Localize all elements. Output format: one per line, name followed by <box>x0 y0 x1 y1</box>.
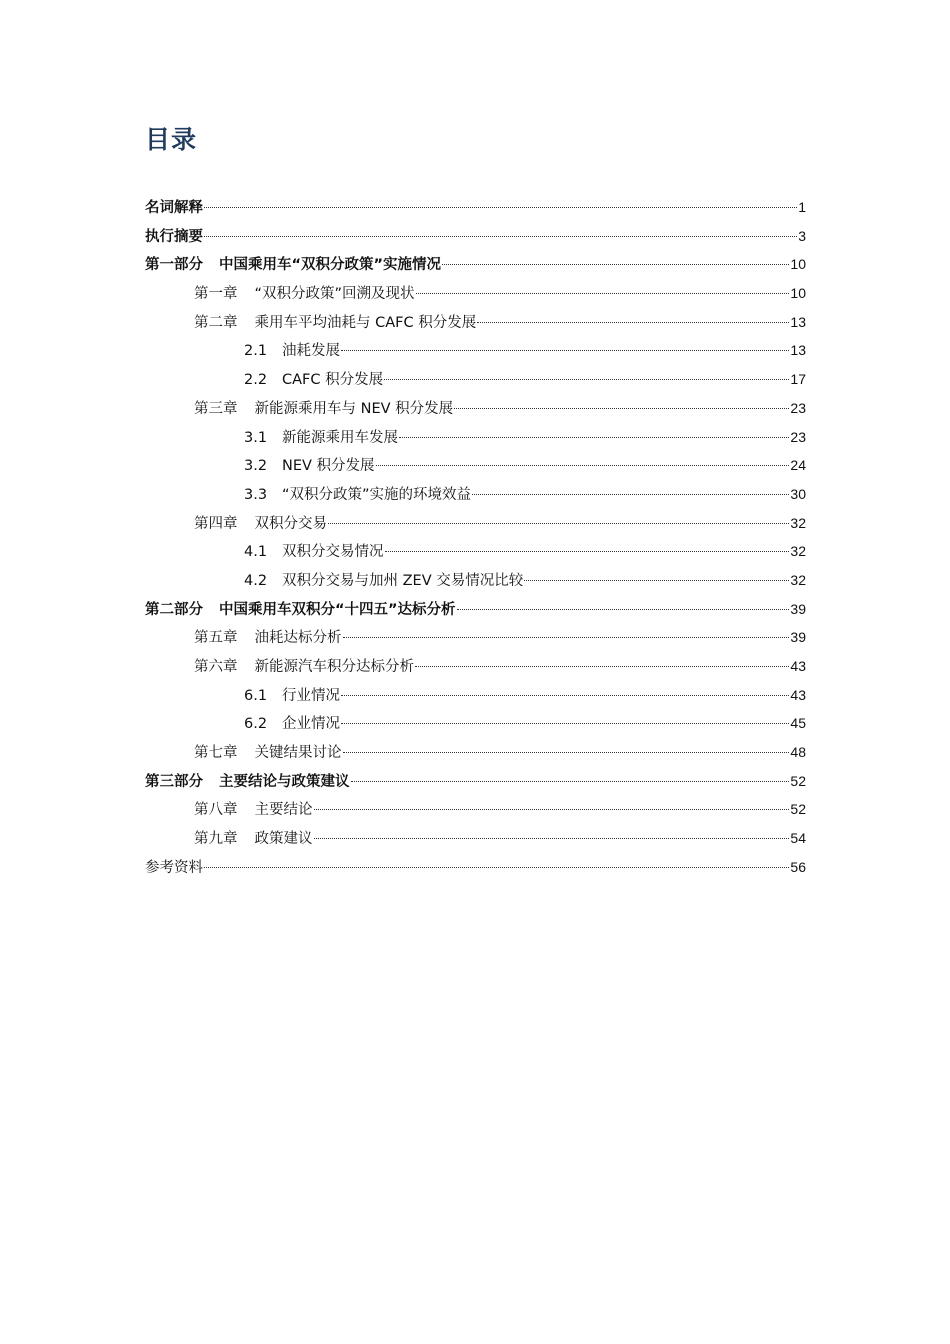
dot-leader <box>351 781 790 782</box>
toc-entry-page-number: 32 <box>790 514 806 531</box>
dot-leader <box>376 465 790 466</box>
toc-entry-page-number: 24 <box>790 457 806 474</box>
toc-entry-page-number: 3 <box>798 227 806 244</box>
toc-entry-page-number: 1 <box>798 199 806 215</box>
toc-entry-page-number: 13 <box>790 342 806 359</box>
dot-leader <box>204 236 797 237</box>
dot-leader <box>314 809 790 810</box>
toc-entry-label: 行业情况 <box>282 687 340 704</box>
dot-leader <box>341 723 789 724</box>
toc-entry-page-number: 43 <box>790 658 806 674</box>
dot-leader <box>416 293 790 294</box>
dot-leader <box>454 408 789 409</box>
toc-entry-number: 第一章 <box>194 286 238 303</box>
toc-entry-page-number: 10 <box>790 256 806 273</box>
toc-entry-label: 乘用车平均油耗与 CAFC 积分发展 <box>254 314 477 331</box>
dot-leader <box>472 494 789 495</box>
toc-entry-page-number: 48 <box>790 744 806 761</box>
toc-entry-label: 关键结果讨论 <box>254 745 342 762</box>
toc-entry-number: 第三章 <box>194 400 238 417</box>
toc-entry[interactable] <box>145 509 806 538</box>
toc-entry-label: 油耗发展 <box>282 343 340 360</box>
toc-entry[interactable] <box>145 738 806 767</box>
toc-entry-page-number: 13 <box>790 313 806 330</box>
toc-entry-number: 第八章 <box>194 802 238 819</box>
toc-entry[interactable] <box>145 566 806 595</box>
toc-entry[interactable] <box>145 451 806 480</box>
toc-entry-number: 2.2 <box>244 372 268 389</box>
toc-entry-number: 第五章 <box>194 630 238 647</box>
toc-entry-number: 第六章 <box>194 659 238 675</box>
toc-entry-label: CAFC 积分发展 <box>282 372 384 389</box>
toc-entry-number: 第四章 <box>194 515 238 532</box>
toc-entry-label: 企业情况 <box>282 716 340 733</box>
dot-leader <box>343 752 790 753</box>
toc-entry[interactable] <box>145 308 806 337</box>
toc-entry[interactable] <box>145 681 806 710</box>
dot-leader <box>399 437 789 438</box>
toc-entry-label: 双积分交易情况 <box>282 544 384 561</box>
toc-entry-number: 第二部分 <box>145 601 203 618</box>
toc-entry-label: 双积分交易 <box>254 515 327 532</box>
toc-entry-label: 新能源汽车积分达标分析 <box>254 659 414 675</box>
toc-entry[interactable] <box>145 623 806 652</box>
toc-entry-label: NEV 积分发展 <box>282 458 375 475</box>
toc-entry-number: 6.2 <box>244 716 268 733</box>
toc-entry-number: 第一部分 <box>145 257 203 274</box>
dot-leader <box>328 523 789 524</box>
dot-leader <box>477 322 789 323</box>
toc-entry-page-number: 39 <box>790 629 806 646</box>
toc-entry[interactable] <box>145 537 806 566</box>
toc-entry-number: 2.1 <box>244 343 268 360</box>
dot-leader <box>204 207 797 208</box>
toc-entry-number: 4.2 <box>244 572 268 589</box>
toc-entry-page-number: 39 <box>790 600 806 617</box>
toc-entry-label: 中国乘用车“双积分政策”实施情况 <box>219 257 442 274</box>
toc-entry-label: 主要结论 <box>254 802 313 819</box>
toc-entry[interactable] <box>145 709 806 738</box>
toc-entry-label: 新能源乘用车与 NEV 积分发展 <box>254 400 454 417</box>
toc-entry[interactable] <box>145 365 806 394</box>
toc-entry-number: 第三部分 <box>145 773 203 790</box>
toc-entry-page-number: 17 <box>790 371 806 388</box>
toc-entry-label: 油耗达标分析 <box>254 630 342 647</box>
dot-leader <box>442 264 789 265</box>
toc-entry-number: 第九章 <box>194 831 238 848</box>
toc-entry-number: 4.1 <box>244 544 268 561</box>
toc-entry-page-number: 10 <box>790 285 806 302</box>
toc-entry-page-number: 30 <box>790 485 806 502</box>
toc-entry-label: 中国乘用车双积分“十四五”达标分析 <box>219 601 456 618</box>
dot-leader <box>384 379 789 380</box>
toc-entry[interactable] <box>145 423 806 452</box>
toc-entry-label: 主要结论与政策建议 <box>219 773 350 790</box>
toc-entry[interactable] <box>145 853 806 882</box>
toc-entry-label: 政策建议 <box>254 831 313 848</box>
toc-entry[interactable] <box>145 222 806 251</box>
toc-entry-label: “双积分政策”回溯及现状 <box>254 286 415 303</box>
dot-leader <box>415 666 789 667</box>
table-of-contents <box>145 193 806 882</box>
toc-entry-number: 6.1 <box>244 687 268 704</box>
toc-entry-number: 3.1 <box>244 429 268 446</box>
toc-entry-page-number: 32 <box>790 543 806 560</box>
toc-entry[interactable] <box>145 824 806 853</box>
dot-leader <box>341 350 789 351</box>
dot-leader <box>341 695 789 696</box>
toc-entry-label: 双积分交易与加州 ZEV 交易情况比较 <box>282 572 524 589</box>
toc-entry[interactable] <box>145 767 806 796</box>
toc-entry-number: 3.3 <box>244 486 268 503</box>
toc-entry-label: 名词解释 <box>145 200 203 216</box>
toc-entry-page-number: 52 <box>790 801 806 818</box>
toc-entry-page-number: 52 <box>790 772 806 789</box>
dot-leader <box>314 838 790 839</box>
toc-entry-label: 参考资料 <box>145 859 203 876</box>
dot-leader <box>343 637 790 638</box>
toc-entry-number: 第七章 <box>194 745 238 762</box>
toc-entry[interactable] <box>145 279 806 308</box>
toc-entry[interactable] <box>145 795 806 824</box>
toc-entry-label: 新能源乘用车发展 <box>282 429 398 446</box>
toc-entry-label: “双积分政策”实施的环境效益 <box>282 486 472 503</box>
dot-leader <box>204 867 789 868</box>
toc-entry-label: 执行摘要 <box>145 228 203 245</box>
dot-leader <box>457 609 790 610</box>
toc-entry-number: 3.2 <box>244 458 268 475</box>
toc-entry-page-number: 45 <box>790 715 806 732</box>
toc-entry[interactable] <box>145 480 806 509</box>
toc-entry[interactable] <box>145 193 806 222</box>
toc-entry[interactable] <box>145 595 806 624</box>
toc-entry-page-number: 54 <box>790 830 806 847</box>
page-title: 目录 <box>145 125 198 154</box>
toc-entry-page-number: 23 <box>790 399 806 416</box>
dot-leader <box>524 580 789 581</box>
toc-entry-page-number: 56 <box>790 858 806 875</box>
toc-entry[interactable] <box>145 652 806 681</box>
dot-leader <box>385 551 790 552</box>
toc-entry[interactable] <box>145 250 806 279</box>
toc-entry-number: 第二章 <box>194 314 238 331</box>
toc-entry-page-number: 32 <box>790 571 806 588</box>
toc-entry-page-number: 43 <box>790 686 806 703</box>
toc-entry[interactable] <box>145 336 806 365</box>
toc-entry[interactable] <box>145 394 806 423</box>
toc-entry-page-number: 23 <box>790 428 806 445</box>
